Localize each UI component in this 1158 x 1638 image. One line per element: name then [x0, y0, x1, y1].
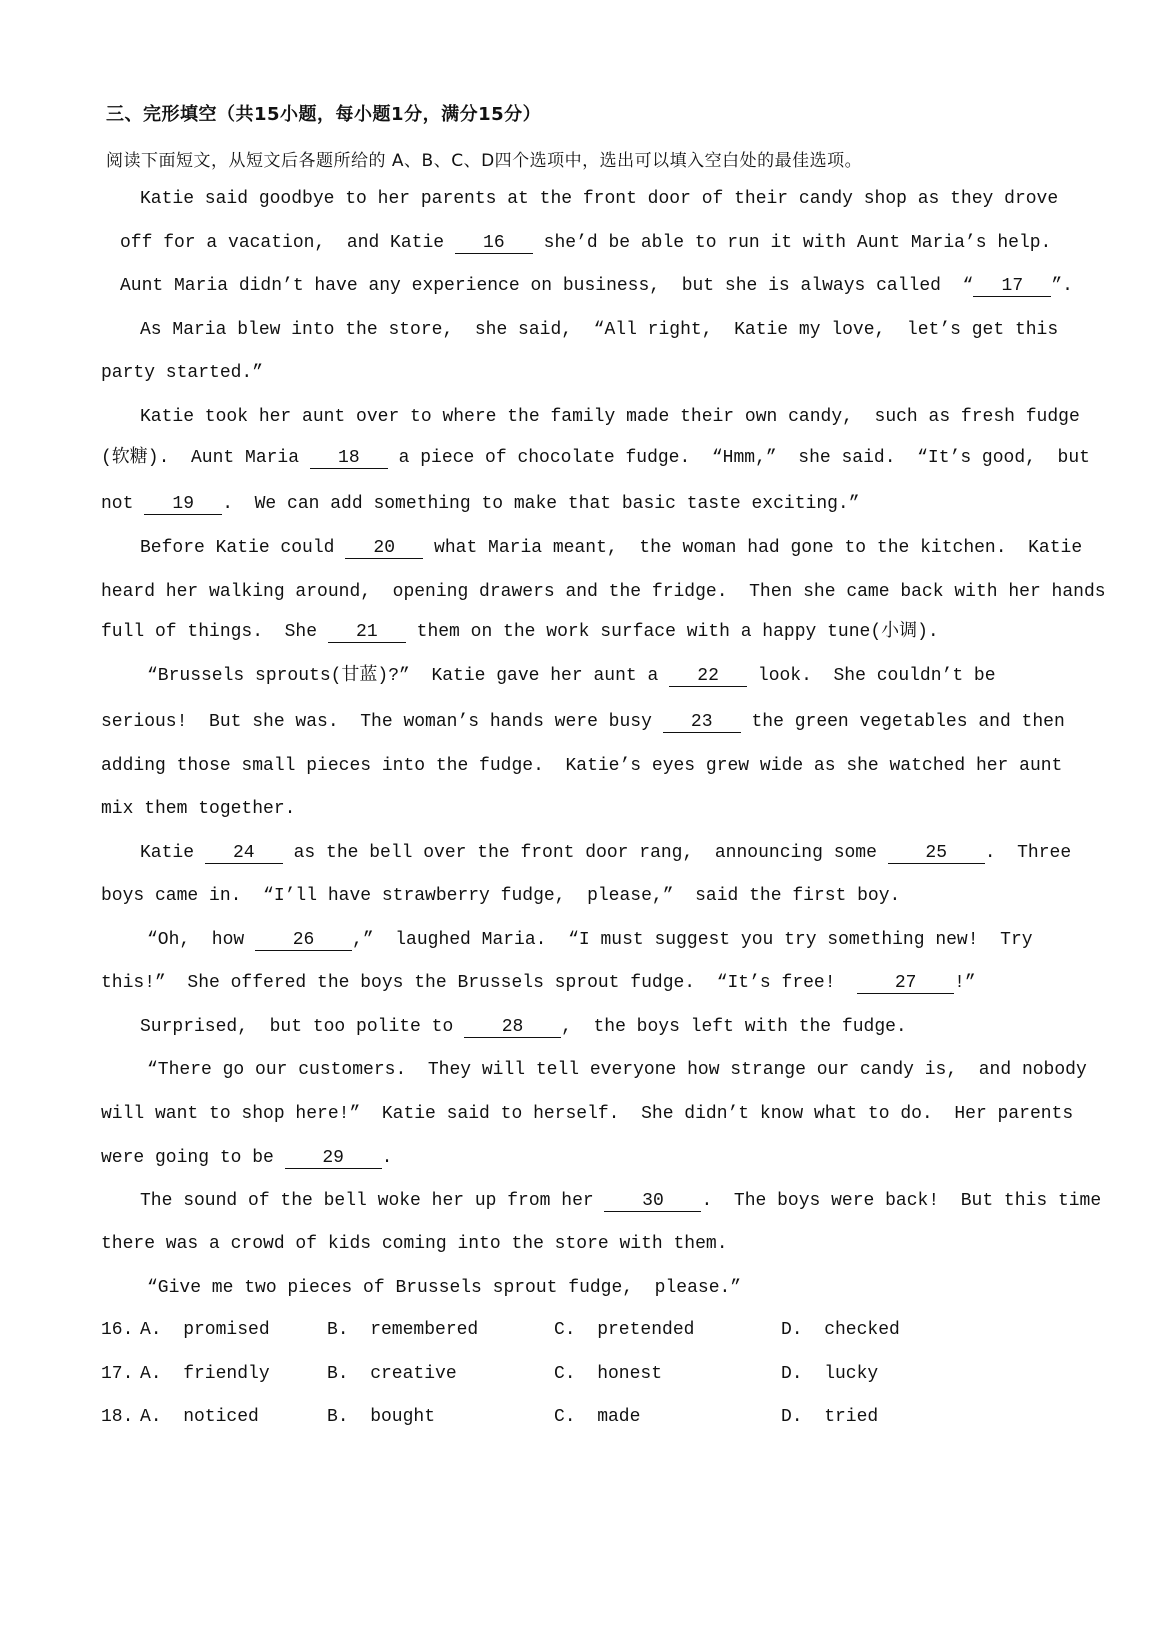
option-c[interactable]: C. made	[554, 1407, 641, 1427]
passage-line: boys came in. “I’ll have strawberry fudge, please,” said the first boy.	[101, 886, 901, 906]
blank-23: 23	[663, 712, 741, 733]
option-c[interactable]: C. pretended	[554, 1320, 695, 1340]
question-number: 17.	[101, 1364, 134, 1384]
passage-line: will want to shop here!” Katie said to herself. She didn’t know what to do. Her parents	[101, 1104, 1074, 1124]
option-b[interactable]: B. creative	[327, 1364, 457, 1384]
option-a[interactable]: A. friendly	[140, 1364, 270, 1384]
passage-line: this!” She offered the boys the Brussels sprout fudge. “It’s free! 27 !”	[101, 973, 976, 993]
option-d[interactable]: D. lucky	[781, 1364, 879, 1384]
passage-line: full of things. She 21 them on the work surface with a happy tune(小调).	[101, 622, 939, 642]
passage-line: heard her walking around, opening drawers and the fridge. Then she came back with her hands	[101, 582, 1106, 602]
passage-line: As Maria blew into the store, she said, “All right, Katie my love, let’s get this	[140, 320, 1059, 340]
blank-26: 26	[255, 930, 352, 951]
blank-25: 25	[888, 843, 985, 864]
blank-27: 27	[857, 973, 954, 994]
option-d[interactable]: D. tried	[781, 1407, 879, 1427]
blank-20: 20	[345, 538, 423, 559]
option-c[interactable]: C. honest	[554, 1364, 663, 1384]
blank-24: 24	[205, 843, 283, 864]
passage-line: Before Katie could 20 what Maria meant, the woman had gone to the kitchen. Katie	[140, 538, 1083, 558]
passage-line: “There go our customers. They will tell everyone how strange our candy is, and nobody	[147, 1060, 1087, 1080]
blank-30: 30	[604, 1191, 701, 1212]
blank-17: 17	[973, 276, 1051, 297]
blank-29: 29	[285, 1148, 382, 1169]
passage-line: “Oh, how 26 ,” laughed Maria. “I must suggest you try something new! Try	[147, 930, 1033, 950]
passage-line: Katie 24 as the bell over the front door rang, announcing some 25 . Three	[140, 843, 1072, 863]
passage-line: mix them together.	[101, 799, 296, 819]
passage-line: (软糖). Aunt Maria 18 a piece of chocolate fudge. “Hmm,” she said. “It’s good, but	[101, 448, 1090, 468]
blank-21: 21	[328, 622, 406, 643]
section-instruction: 阅读下面短文，从短文后各题所给的 A、B、C、D四个选项中，选出可以填入空白处的最佳选项。	[106, 151, 863, 171]
passage-line: Katie said goodbye to her parents at the front door of their candy shop as they drove	[140, 189, 1059, 209]
passage-line: “Give me two pieces of Brussels sprout fudge, please.”	[147, 1278, 742, 1298]
passage-line: Katie took her aunt over to where the family made their own candy, such as fresh fudge	[140, 407, 1080, 427]
question-number: 16.	[101, 1320, 134, 1340]
option-a[interactable]: A. noticed	[140, 1407, 259, 1427]
blank-19: 19	[144, 494, 222, 515]
passage-line: off for a vacation, and Katie 16 she’d be able to run it with Aunt Maria’s help.	[120, 233, 1052, 253]
passage-line: “Brussels sprouts(甘蓝)?” Katie gave her aunt a 22 look. She couldn’t be	[147, 666, 996, 686]
passage-line: there was a crowd of kids coming into the store with them.	[101, 1234, 728, 1254]
option-a[interactable]: A. promised	[140, 1320, 270, 1340]
blank-28: 28	[464, 1017, 561, 1038]
passage-line: party started.”	[101, 363, 264, 383]
passage-line: adding those small pieces into the fudge. Katie’s eyes grew wide as she watched her aunt	[101, 756, 1063, 776]
question-number: 18.	[101, 1407, 134, 1427]
passage-line: The sound of the bell woke her up from her 30 . The boys were back! But this time	[140, 1191, 1102, 1211]
passage-line: were going to be 29 .	[101, 1148, 393, 1168]
passage-line: not 19 . We can add something to make that basic taste exciting.”	[101, 494, 860, 514]
passage-line: serious! But she was. The woman’s hands were busy 23 the green vegetables and then	[101, 712, 1065, 732]
option-d[interactable]: D. checked	[781, 1320, 900, 1340]
option-b[interactable]: B. bought	[327, 1407, 436, 1427]
blank-22: 22	[669, 666, 747, 687]
option-b[interactable]: B. remembered	[327, 1320, 479, 1340]
section-heading: 三、完形填空（共15小题，每小题1分，满分15分）	[106, 104, 542, 125]
blank-18: 18	[310, 448, 388, 469]
blank-16: 16	[455, 233, 533, 254]
passage-line: Surprised, but too polite to 28 , the boys left with the fudge.	[140, 1017, 907, 1037]
passage-line: Aunt Maria didn’t have any experience on business, but she is always called “ 17 ”.	[120, 276, 1073, 296]
